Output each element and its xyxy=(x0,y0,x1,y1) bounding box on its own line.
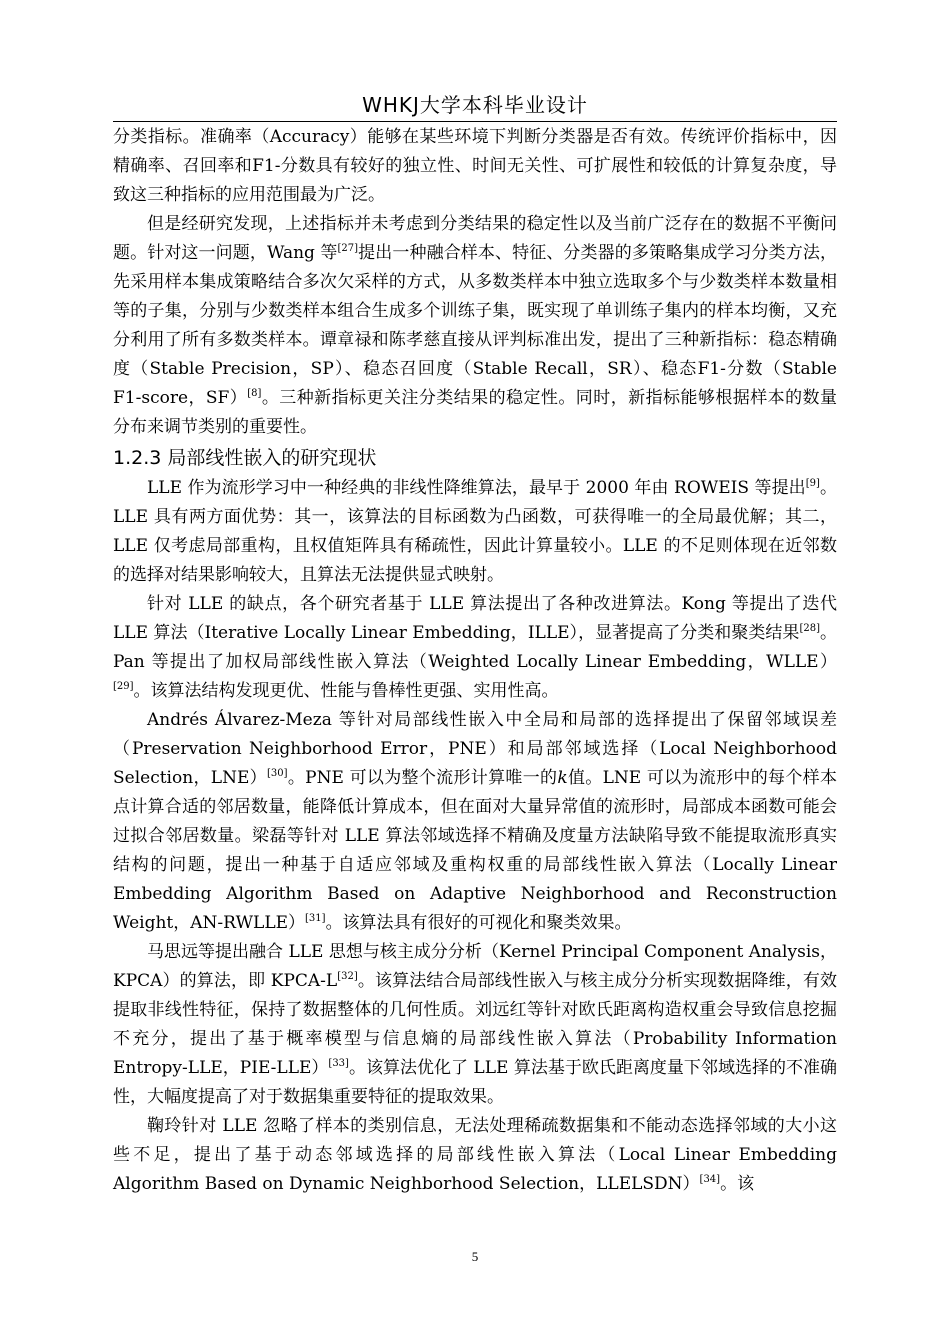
text-run: 马思远等提出融合 LLE 思想与核主成分分析（Kernel Principal Component Analysis，KPCA）的算法，即 KPCA-L xyxy=(113,942,837,991)
body-paragraph xyxy=(113,474,837,590)
body-paragraph xyxy=(113,706,837,938)
document-body xyxy=(113,123,837,1199)
body-paragraph xyxy=(113,1112,837,1199)
section-heading xyxy=(113,443,837,474)
text-run: 。该 xyxy=(720,1174,755,1194)
citation-ref: [32] xyxy=(337,971,358,982)
citation-ref: [33] xyxy=(328,1058,349,1069)
citation-ref: [29] xyxy=(113,681,134,692)
text-run: 提出一种融合样本、特征、分类器的多策略集成学习分类方法，先采用样本集成策略结合多次欠采样的方式，从多数类样本中独立选取多个与少数类样本数量相等的子集，分别与少数类样本组合生成多个训练子集，既实现了单训练子集内的样本均衡，又充分利用了所有多数类样本。谭章禄和陈孝慈直接从评判标准出发，提出了三种新指标：稳态精确度（Stable Precision，SP）、稳态召回度（Stable Recall，SR）、稳态F1-分数（Stable F1-score，SF） xyxy=(113,243,838,408)
citation-ref: [34] xyxy=(699,1174,721,1185)
text-run: 。PNE 可以为整个流形计算唯一的 xyxy=(287,768,558,788)
text-run: 。三种新指标更关注分类结果的稳定性。同时，新指标能够根据样本的数量分布来调节类别的重要性。 xyxy=(113,388,837,437)
page-number: 5 xyxy=(471,1249,479,1264)
text-run: 。该算法结构发现更优、性能与鲁棒性更强、实用性高。 xyxy=(133,681,559,701)
text-run: 。该算法结合局部线性嵌入与核主成分分析实现数据降维，有效提取非线性特征，保持了数据整体的几何性质。刘远红等针对欧氏距离构造权重会导致信息挖掘不充分，提出了基于概率模型与信息熵的局部线性嵌入算法（Probability Information Entropy-LLE，PIE-LLE） xyxy=(113,971,837,1078)
citation-ref: [28] xyxy=(799,623,820,634)
header-divider xyxy=(113,121,837,122)
text-run: 。该算法具有很好的可视化和聚类效果。 xyxy=(325,913,632,933)
text-run: 分类指标。准确率（Accuracy）能够在某些环境下判断分类器是否有效。传统评价指标中，因精确率、召回率和F1-分数具有较好的独立性、时间无关性、可扩展性和较低的计算复杂度，导致这三种指标的应用范围最为广泛。 xyxy=(113,127,837,205)
body-paragraph xyxy=(113,210,837,442)
text-run: 。Pan 等提出了加权局部线性嵌入算法（Weighted Locally Linear Embedding，WLLE） xyxy=(113,623,837,672)
citation-ref: [8] xyxy=(247,388,262,399)
text-run: 。该算法优化了 LLE 算法基于欧氏距离度量下邻域选择的不准确性，大幅度提高了对于数据集重要特征的提取效果。 xyxy=(113,1058,837,1107)
body-paragraph xyxy=(113,590,837,706)
text-run: 针对 LLE 的缺点，各个研究者基于 LLE 算法提出了各种改进算法。Kong 等提出了迭代 LLE 算法（Iterative Locally Linear Embedding，ILLE），显著提高了分类和聚类结果 xyxy=(113,594,837,643)
text-run: 1.2.3 局部线性嵌入的研究现状 xyxy=(113,447,377,469)
text-run: LLE 作为流形学习中一种经典的非线性降维算法，最早于 2000 年由 ROWEIS 等提出 xyxy=(147,478,806,498)
page-header-title: WHKJ大学本科毕业设计 xyxy=(362,93,588,117)
text-run: Andrés Álvarez-Meza 等针对局部线性嵌入中全局和局部的选择提出了保留邻域误差（Preservation Neighborhood Error，PNE）和局部邻域选择（Local Neighborhood Selection，LNE） xyxy=(113,710,837,788)
citation-ref: [30] xyxy=(267,768,288,779)
math-variable: k xyxy=(557,768,568,788)
citation-ref: [27] xyxy=(337,243,359,254)
text-run: 。LLE 具有两方面优势：其一，该算法的目标函数为凸函数，可获得唯一的全局最优解；其二，LLE 仅考虑局部重构，且权值矩阵具有稀疏性，因此计算量较小。LLE 的不足则体现在近邻数的选择对结果影响较大，且算法无法提供显式映射。 xyxy=(113,478,837,585)
body-paragraph xyxy=(113,123,837,210)
text-run: 值。LNE 可以为流形中的每个样本点计算合适的邻居数量，能降低计算成本，但在面对大量异常值的流形时，局部成本函数可能会过拟合邻居数量。梁磊等针对 LLE 算法邻域选择不精确及度量方法缺陷导致不能提取流形真实结构的问题，提出一种基于自适应邻域及重构权重的局部线性嵌入算法（Locally Linear Embedding Algorithm Based on Adaptive Neighborhood and Reconstruction Weight，AN-RWLLE） xyxy=(113,768,837,933)
text-run: 鞠玲针对 LLE 忽略了样本的类别信息，无法处理稀疏数据集和不能动态选择邻域的大小这些不足，提出了基于动态邻域选择的局部线性嵌入算法（Local Linear Embedding Algorithm Based on Dynamic Neighborhood Selection，LLELSDN） xyxy=(113,1116,837,1194)
text-run: 但是经研究发现，上述指标并未考虑到分类结果的稳定性以及当前广泛存在的数据不平衡问题。针对这一问题，Wang 等 xyxy=(113,214,837,263)
citation-ref: [9] xyxy=(805,478,820,489)
citation-ref: [31] xyxy=(305,913,326,924)
body-paragraph xyxy=(113,938,837,1112)
